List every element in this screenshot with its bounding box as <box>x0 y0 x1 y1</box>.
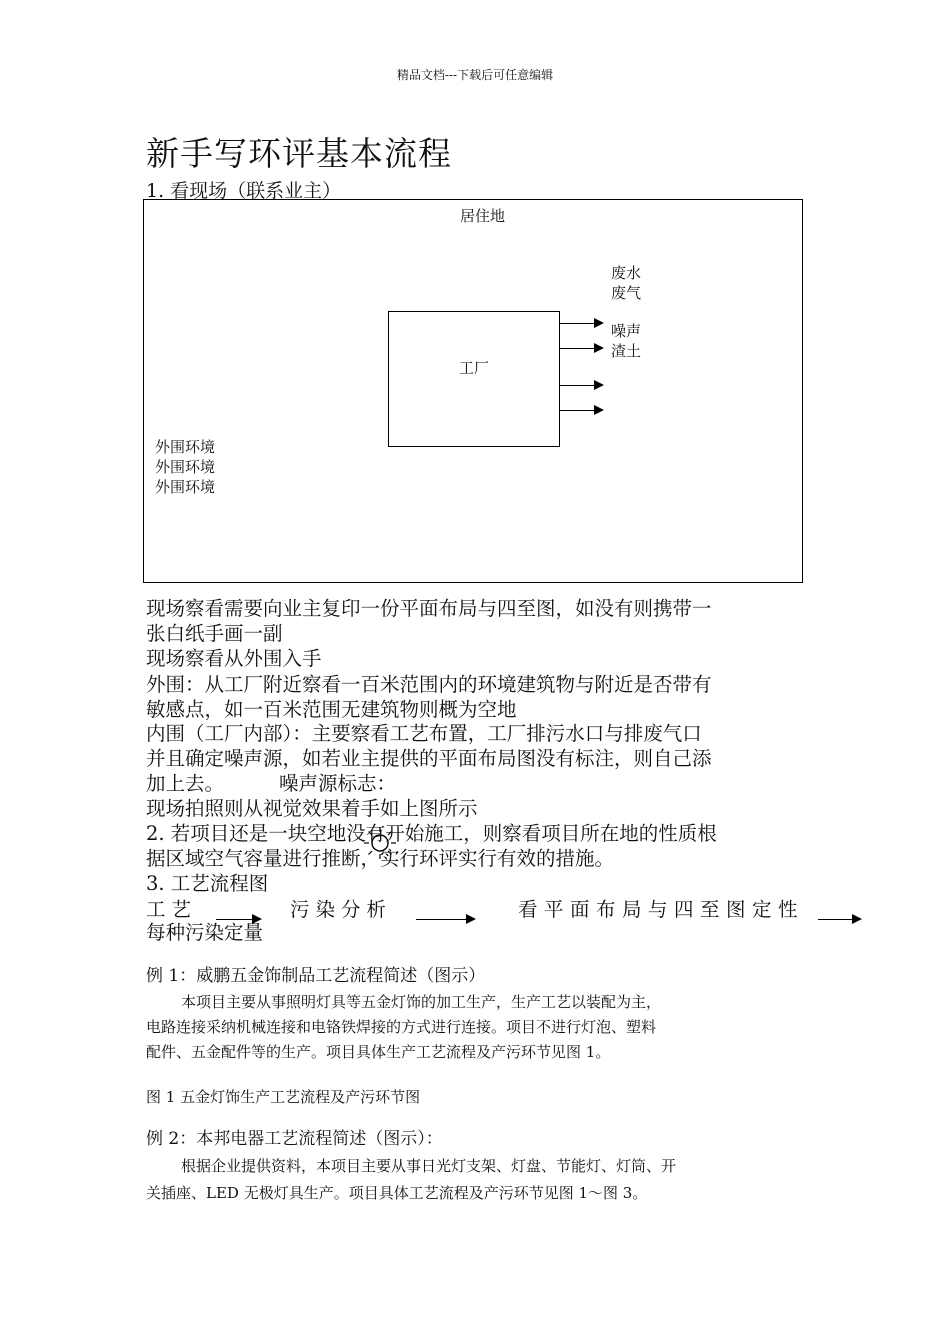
factory-label: 工厂 <box>459 359 490 377</box>
factory-box <box>388 311 560 447</box>
paragraph-line: 张白纸手画一副 <box>146 622 283 645</box>
output-wastewater-label: 废水 <box>611 264 642 282</box>
flow-step-process: 工艺 <box>146 898 198 921</box>
arrow-icon <box>560 323 602 324</box>
site-diagram <box>143 199 803 583</box>
output-noise-label: 噪声 <box>611 322 642 340</box>
paragraph-line: 外围：从工厂附近察看一百米范围内的环境建筑物与附近是否带有 <box>146 673 712 696</box>
example-2-heading: 例 2：本邦电器工艺流程简述（图示）： <box>146 1129 443 1149</box>
step-1-heading: 1. 看现场（联系业主） <box>146 180 342 202</box>
example-1-text: 本项目主要从事照明灯具等五金灯饰的加工生产，生产工艺以装配为主， <box>181 993 662 1011</box>
flow-step-quantify: 每种污染定量 <box>146 921 264 944</box>
flow-step-layout: 看平面布局与四至图定性 <box>518 898 805 921</box>
paragraph-line: 现场察看从外围入手 <box>146 647 322 670</box>
arrow-icon <box>216 919 260 920</box>
surroundings-label: 外围环境 <box>155 478 216 496</box>
surroundings-label: 外围环境 <box>155 458 216 476</box>
arrow-icon <box>560 410 602 411</box>
page-header: 精品文档---下载后可任意编辑 <box>396 68 554 82</box>
step-3-heading: 3. 工艺流程图 <box>146 872 269 895</box>
paragraph-line: 敏感点，如一百米范围无建筑物则概为空地 <box>146 698 517 721</box>
arrow-icon <box>560 348 602 349</box>
surroundings-label: 外围环境 <box>155 438 216 456</box>
arrow-icon <box>416 919 474 920</box>
example-2-text: 关插座、LED 无极灯具生产。项目具体工艺流程及产污环节见图 1～图 3。 <box>146 1184 648 1202</box>
example-1-text: 电路连接采纳机械连接和电铬铁焊接的方式进行连接。项目不进行灯泡、塑料 <box>146 1018 657 1036</box>
noise-source-label: 噪声源标志： <box>279 772 397 795</box>
paragraph-line: 内围（工厂内部）：主要察看工艺布置，工厂排污水口与排废气口 <box>146 722 702 745</box>
paragraph-line: 加上去。 <box>146 772 225 795</box>
residential-label: 居住地 <box>460 207 506 225</box>
example-1-text: 配件、五金配件等的生产。项目具体生产工艺流程及产污环节见图 1。 <box>146 1043 611 1061</box>
step-2-line: 据区域空气容量进行推断，实行环评实行有效的措施。 <box>146 847 615 870</box>
example-1-heading: 例 1：威鹏五金饰制品工艺流程简述（图示） <box>146 966 486 986</box>
example-2-text: 根据企业提供资料，本项目主要从事日光灯支架、灯盘、节能灯、灯筒、开 <box>181 1157 677 1175</box>
paragraph-line: 现场拍照则从视觉效果着手如上图所示 <box>146 797 478 820</box>
arrow-icon <box>560 385 602 386</box>
arrow-icon <box>818 919 860 920</box>
paragraph-line: 现场察看需要向业主复印一份平面布局与四至图，如没有则携带一 <box>146 597 712 620</box>
page-title: 新手写环评基本流程 <box>146 134 452 173</box>
figure-1-caption: 图 1 五金灯饰生产工艺流程及产污环节图 <box>146 1088 421 1106</box>
paragraph-line: 并且确定噪声源，如若业主提供的平面布局图没有标注，则自己添 <box>146 747 712 770</box>
output-debris-label: 渣土 <box>611 342 642 360</box>
step-2-line: 2. 若项目还是一块空地没有开始施工，则察看项目所在地的性质根 <box>146 822 717 845</box>
flow-step-analysis: 污染分析 <box>290 898 393 921</box>
output-exhaust-label: 废气 <box>611 284 642 302</box>
